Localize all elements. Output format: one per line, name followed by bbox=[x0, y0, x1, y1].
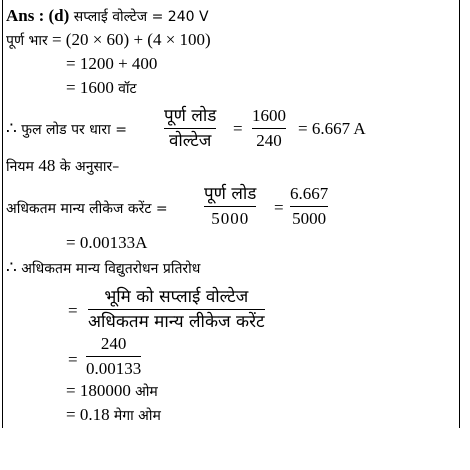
fraction-numerator: पूर्ण लोड bbox=[164, 106, 217, 126]
fraction-6667-over-5000 bbox=[290, 184, 328, 229]
fraction-bar bbox=[290, 206, 328, 207]
max-leakage-label-line bbox=[6, 198, 168, 219]
ohm-unit: ओम bbox=[135, 384, 158, 400]
max-leakage-label: अधिकतम मान्य लीकेज करेंट = bbox=[6, 201, 168, 217]
full-load-current-label-line bbox=[6, 119, 127, 140]
fraction-load-over-voltage bbox=[164, 106, 216, 151]
full-load-label: पूर्ण भार bbox=[6, 33, 48, 49]
equals-sign: = bbox=[233, 119, 243, 138]
resistance-ohm-line bbox=[66, 381, 158, 402]
answer-label: Ans : (d) bbox=[6, 6, 70, 25]
fraction-bar bbox=[88, 309, 265, 310]
fraction-denominator: 5000 bbox=[292, 209, 327, 228]
fraction-numerator: 1600 bbox=[252, 106, 286, 125]
sum-line: = 1200 + 400 bbox=[66, 54, 158, 73]
equals-sign: = bbox=[68, 301, 78, 320]
fraction-numerator: पूर्ण लोड bbox=[204, 184, 257, 204]
fraction-denominator: अधिकतम मान्य लीकेज करेंट bbox=[88, 312, 265, 332]
full-load-current-label: फुल लोड पर धारा = bbox=[16, 122, 127, 138]
rule-line bbox=[6, 156, 119, 177]
watt-unit: वॉट bbox=[118, 81, 137, 97]
full-load-line bbox=[6, 30, 211, 51]
rule-number: 48 bbox=[38, 156, 56, 175]
therefore-symbol: ∴ bbox=[6, 119, 17, 138]
answer-line bbox=[6, 6, 209, 27]
fraction-bar bbox=[204, 206, 256, 207]
rule-text-suffix: के अनुसार– bbox=[55, 159, 120, 175]
fraction-bar bbox=[164, 128, 216, 129]
fraction-numerator: 240 bbox=[100, 334, 127, 353]
full-load-expression: = (20 × 60) + (4 × 100) bbox=[47, 30, 211, 49]
therefore-symbol: ∴ bbox=[6, 258, 17, 277]
fraction-denominator: वोल्टेज bbox=[168, 131, 212, 151]
equals-sign: = bbox=[274, 198, 284, 217]
rule-text: नियम bbox=[6, 159, 39, 175]
fraction-1600-over-240 bbox=[252, 106, 286, 151]
megaohm-unit: मेगा ओम bbox=[113, 408, 161, 424]
insulation-resistance-label: अधिकतम मान्य विद्युतरोधन प्रतिरोध bbox=[16, 261, 201, 277]
supply-voltage-text: सप्लाई वोल्टेज = 240 V bbox=[69, 9, 209, 25]
insulation-resistance-line bbox=[6, 258, 200, 279]
fraction-bar bbox=[86, 356, 141, 357]
total-watt-value: = 1600 bbox=[66, 78, 119, 97]
fraction-denominator: 0.00133 bbox=[86, 359, 142, 378]
fraction-denominator: 240 bbox=[256, 131, 282, 150]
fraction-voltage-over-leakage bbox=[88, 287, 265, 332]
current-result: = 6.667 A bbox=[298, 119, 366, 138]
resistance-ohm-value: = 180000 bbox=[66, 381, 136, 400]
fraction-bar bbox=[252, 128, 286, 129]
max-leakage-result: = 0.00133A bbox=[66, 233, 148, 252]
fraction-denominator: 5000 bbox=[211, 209, 250, 228]
fraction-numerator: 6.667 bbox=[290, 184, 329, 203]
resistance-megaohm-value: = 0.18 bbox=[66, 405, 114, 424]
fraction-load-over-5000 bbox=[204, 184, 256, 229]
equals-sign: = bbox=[68, 350, 78, 369]
resistance-megaohm-line bbox=[66, 405, 161, 426]
fraction-240-over-000133 bbox=[86, 334, 141, 379]
total-watt-line bbox=[66, 78, 137, 99]
fraction-numerator: भूमि को सप्लाई वोल्टेज bbox=[104, 287, 249, 307]
